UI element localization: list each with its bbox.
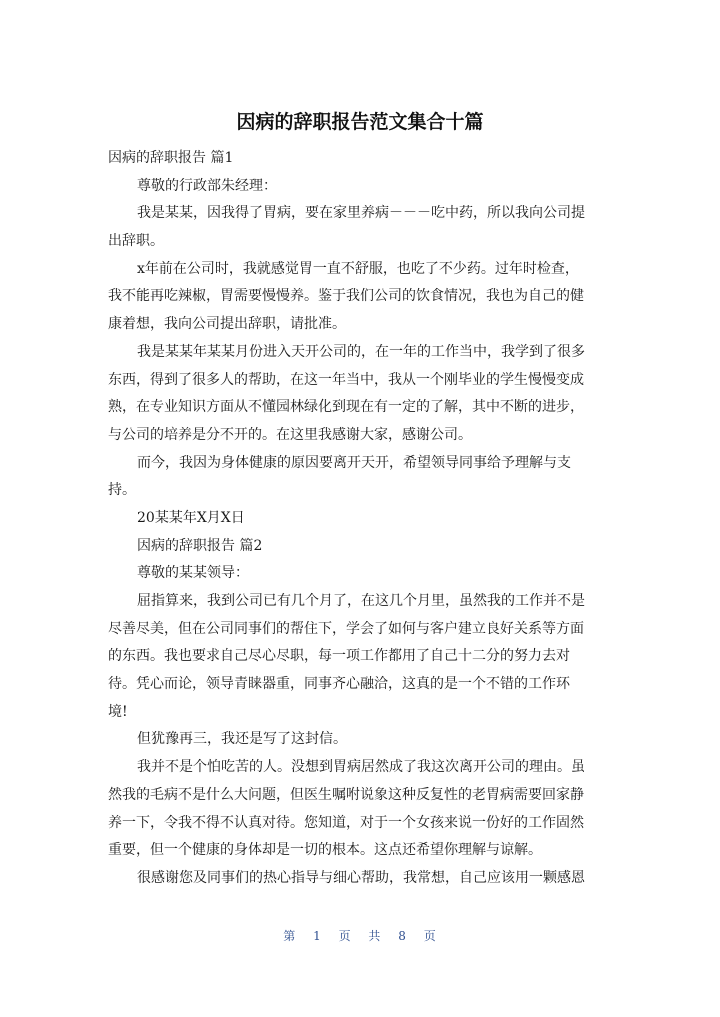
text-line: 我并不是个怕吃苦的人。没想到胃病居然成了我这次离开公司的理由。虽 — [137, 759, 585, 776]
text-line: 20某某年X月X日 — [137, 509, 245, 526]
text-line: 出辞职。 — [108, 233, 164, 250]
text-line: 康着想，我向公司提出辞职，请批准。 — [108, 316, 346, 333]
text-line: 与公司的培养是分不开的。在这里我感谢大家，感谢公司。 — [108, 426, 472, 443]
text-line: 待。凭心而论，领导青睐器重，同事齐心融洽，这真的是一个不错的工作环 — [108, 676, 570, 693]
text-line: 屈指算来，我到公司已有几个月了，在这几个月里，虽然我的工作并不是 — [137, 593, 585, 609]
text-line: 很感谢您及同事们的热心指导与细心帮助，我常想，自己应该用一颗感恩 — [137, 869, 585, 886]
text-line: 因病的辞职报告 篇1 — [108, 150, 234, 166]
text-line: 我是某某，因我得了胃病，要在家里养病－－－吃中药，所以我向公司提 — [137, 205, 585, 222]
text-line: 但犹豫再三，我还是写了这封信。 — [137, 731, 347, 748]
text-line: 尊敬的行政部朱经理： — [137, 177, 277, 194]
text-line: 持。 — [108, 482, 136, 499]
text-line: 因病的辞职报告 篇2 — [137, 537, 263, 554]
text-line: 我是某某年某某月份进入天开公司的，在一年的工作当中，我学到了很多 — [137, 343, 585, 360]
text-line: 境! — [108, 703, 128, 720]
document-title: 因病的辞职报告范文集合十篇 — [236, 111, 484, 133]
footer-current-page: 1 — [313, 929, 322, 943]
text-line: 尽善尽美，但在公司同事们的帮住下，学会了如何与客户建立良好关系等方面 — [108, 620, 584, 637]
text-line: x年前在公司时，我就感觉胃一直不舒服，也吃了不少药。过年时检查， — [137, 260, 579, 277]
footer-total-pages: 8 — [398, 929, 407, 943]
text-line: 养一下，令我不得不认真对待。您知道，对于一个女孩来说一份好的工作固然 — [108, 814, 584, 831]
document-body — [108, 145, 608, 893]
text-line: 熟，在专业知识方面从不懂园林绿化到现在有一定的了解，其中不断的进步， — [108, 399, 584, 416]
footer-total-unit: 页 — [423, 929, 437, 943]
text-line: 重要，但一个健康的身体却是一切的根本。这点还希望你理解与谅解。 — [108, 842, 542, 859]
page-footer — [0, 927, 720, 944]
text-line: 我不能再吃辣椒，胃需要慢慢养。鉴于我们公司的饮食情况，我也为自己的健 — [108, 288, 584, 305]
footer-page-label: 第 — [283, 929, 297, 943]
footer-total-label: 共 — [368, 929, 382, 943]
text-line: 尊敬的某某领导： — [137, 565, 249, 582]
footer-page-unit: 页 — [338, 929, 352, 943]
text-line: 东西，得到了很多人的帮助，在这一年当中，我从一个刚毕业的学生慢慢变成 — [108, 371, 584, 388]
text-line: 然我的毛病不是什么大问题，但医生嘱咐说象这种反复性的老胃病需要回家静 — [108, 786, 584, 803]
text-line: 而今，我因为身体健康的原因要离开天开，希望领导同事给予理解与支 — [137, 454, 571, 471]
text-line: 的东西。我也要求自己尽心尽职，每一项工作都用了自己十二分的努力去对 — [108, 648, 570, 665]
